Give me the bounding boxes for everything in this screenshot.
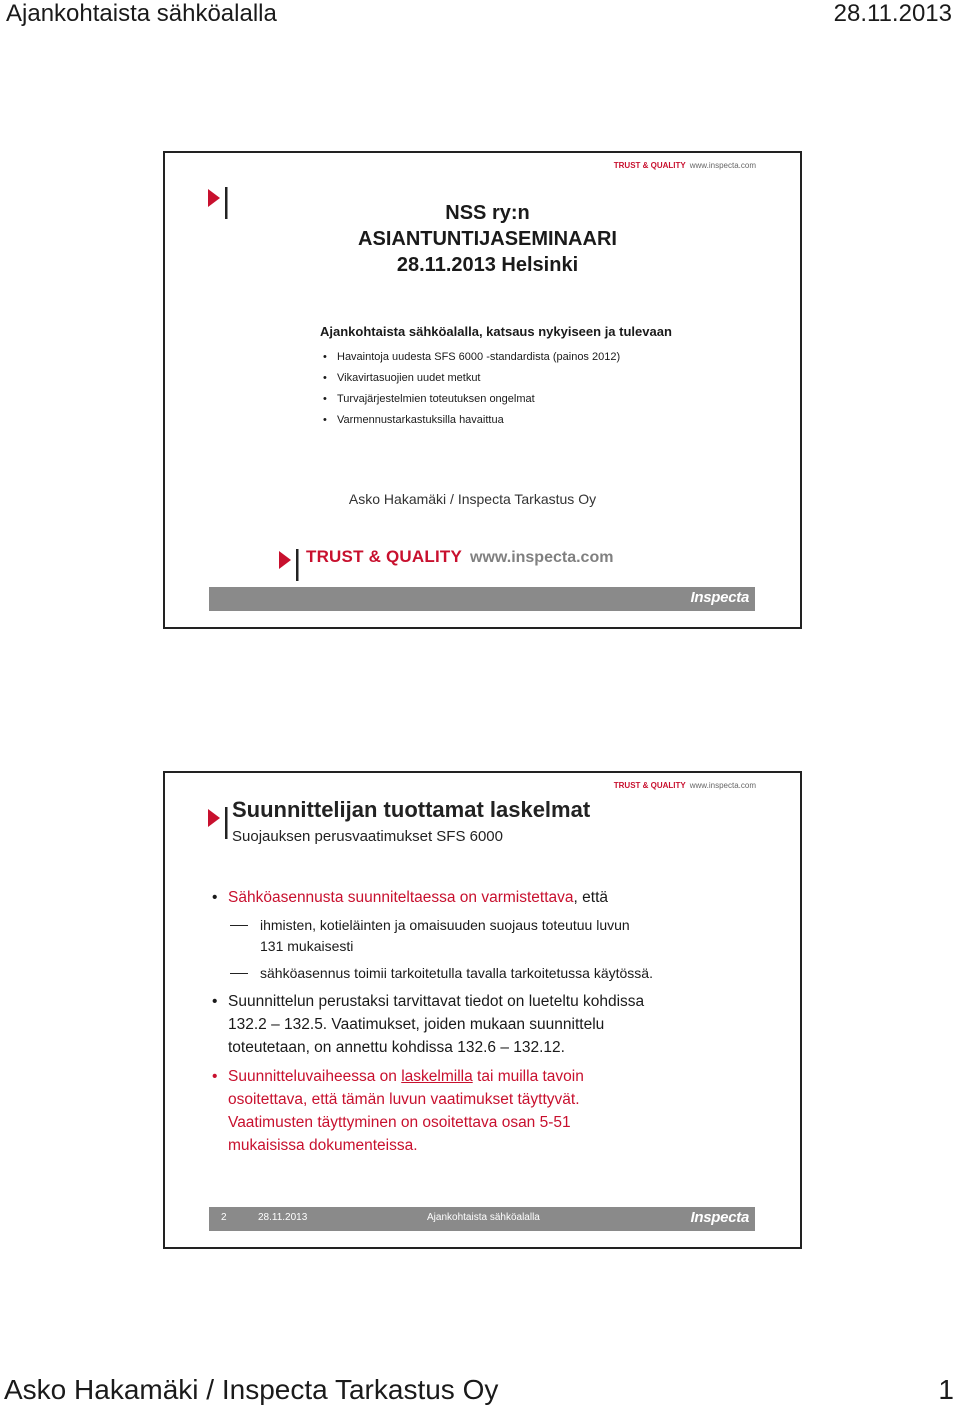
inspecta-logo: Inspecta	[690, 1209, 749, 1226]
bullet-2-line-3: toteutetaan, on annettu kohdissa 132.6 – 132.12.	[228, 1039, 565, 1056]
page-header-title: Ajankohtaista sähköalalla	[6, 0, 277, 27]
footer-bar	[209, 1207, 755, 1231]
tagline-text: TRUST & QUALITY	[613, 161, 686, 170]
page-header-date: 28.11.2013	[833, 0, 952, 27]
slide-1	[163, 151, 802, 629]
inspecta-logo: Inspecta	[690, 589, 749, 606]
page-footer-author: Asko Hakamäki / Inspecta Tarkastus Oy	[4, 1374, 499, 1405]
list-item: • Varmennustarkastuksilla havaittua	[337, 410, 620, 431]
title-line-2: ASIANTUNTIJASEMINAARI	[358, 228, 617, 250]
brand-tagline-large	[306, 547, 613, 567]
bullet-3	[210, 1065, 770, 1157]
list-item: • Turvajärjestelmien toteutuksen ongelmat	[337, 389, 620, 410]
slide-number: 2	[221, 1212, 227, 1223]
slide-footer-title: Ajankohtaista sähköalalla	[427, 1212, 540, 1223]
title-line-1: NSS ry:n	[445, 202, 530, 224]
sub-bullet-1	[210, 915, 770, 957]
slide-2-body	[210, 886, 770, 1157]
bullet-3-line-4: mukaisissa dokumenteissa.	[228, 1137, 418, 1154]
bullet-3-line-2: osoitettava, että tämän luvun vaatimukset täyttyvät.	[228, 1091, 580, 1108]
author: Asko Hakamäki / Inspecta Tarkastus Oy	[348, 491, 597, 507]
bullet-2-line-1: • Suunnittelun perustaksi tarvittavat tiedot on lueteltu kohdissa	[228, 993, 645, 1010]
bullet-1-highlight: Sähköasennusta suunniteltaessa on varmistettava	[228, 889, 574, 906]
url-text: www.inspecta.com	[689, 161, 756, 170]
tagline-text: TRUST & QUALITY	[306, 547, 462, 566]
footer-bar	[209, 587, 755, 611]
bullet-3-link[interactable]: laskelmilla	[401, 1068, 473, 1085]
brand-tagline-small	[614, 781, 756, 790]
slide-2-subtitle: Suojauksen perusvaatimukset SFS 6000	[232, 828, 503, 845]
bullet-2	[210, 990, 770, 1059]
sub-bullet-2: sähköasennus toimii tarkoitetulla tavalla tarkoitetussa käytössä.	[210, 963, 770, 984]
brand-tagline-small	[614, 161, 756, 170]
tagline-text: TRUST & QUALITY	[613, 781, 686, 790]
slide-2	[163, 771, 802, 1249]
url-text: www.inspecta.com	[689, 781, 756, 790]
list-item: • Havaintoja uudesta SFS 6000 -standardista (painos 2012)	[337, 347, 620, 368]
bullet-1-rest: , että	[573, 889, 608, 906]
agenda-list	[337, 347, 620, 431]
agenda-heading: Ajankohtaista sähköalalla, katsaus nykyiseen ja tulevaan	[320, 324, 672, 339]
inspecta-arrow-icon	[208, 807, 230, 839]
title-line-3: 28.11.2013 Helsinki	[396, 254, 579, 276]
list-item: • Vikavirtasuojien uudet metkut	[337, 368, 620, 389]
slide-date: 28.11.2013	[258, 1212, 308, 1223]
bullet-1	[210, 886, 770, 909]
page-number: 1	[938, 1374, 954, 1405]
bullet-3-line-3: Vaatimusten täyttyminen on osoitettava osan 5-51	[228, 1114, 571, 1131]
bullet-3-post: tai muilla tavoin	[472, 1068, 584, 1085]
bullet-2-line-2: 132.2 – 132.5. Vaatimukset, joiden mukaan suunnittelu	[228, 1016, 605, 1033]
slide-2-title: Suunnittelijan tuottamat laskelmat	[232, 797, 591, 822]
inspecta-arrow-icon	[279, 549, 301, 581]
slide-1-title	[165, 200, 810, 278]
bullet-3-pre: Suunnitteluvaiheessa on	[228, 1068, 402, 1085]
sub-bullet-1-line-2: 131 mukaisesti	[260, 938, 354, 954]
url-text: www.inspecta.com	[470, 549, 614, 566]
sub-bullet-1-line-1: ihmisten, kotieläinten ja omaisuuden suojaus toteutuu luvun	[260, 917, 630, 933]
